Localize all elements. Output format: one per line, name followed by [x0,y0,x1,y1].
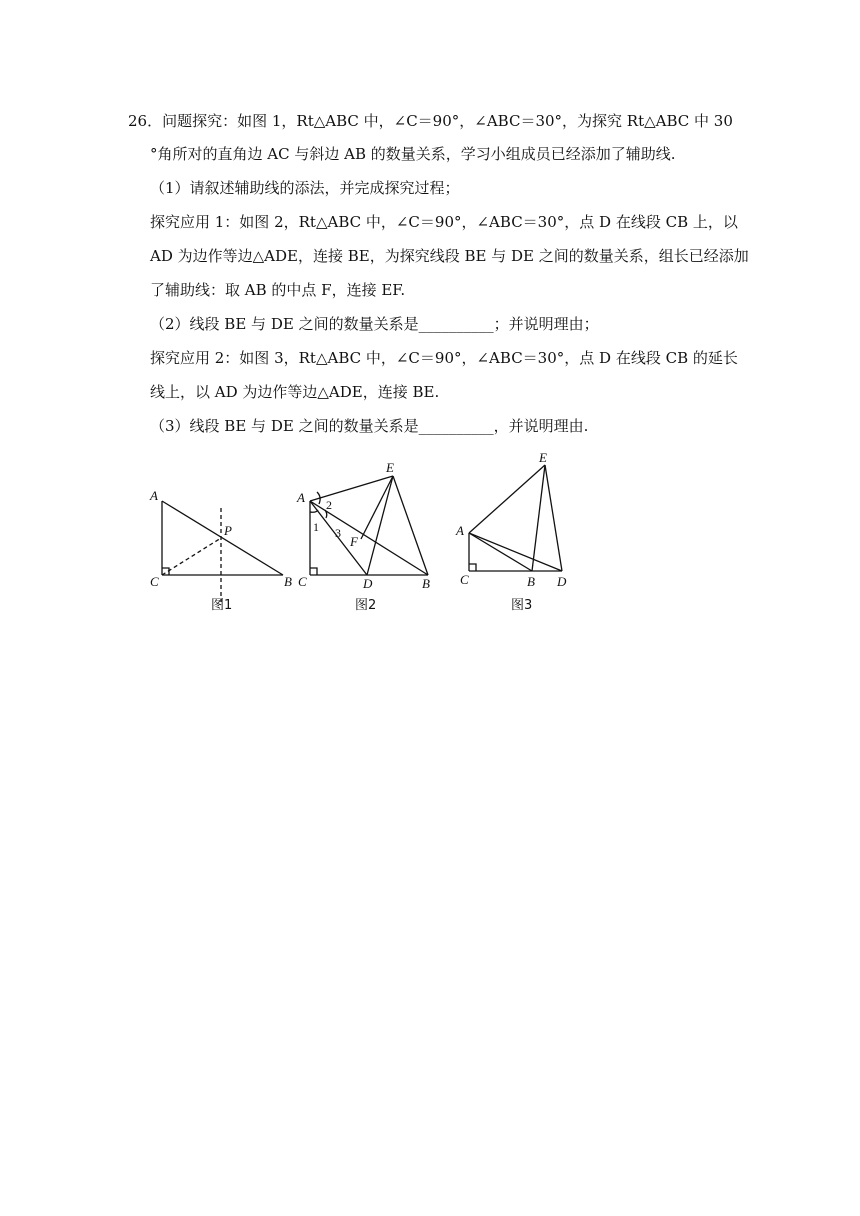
fig3-label-a: A [456,523,464,538]
fig3-segment-be [532,465,545,571]
fig2-label-b: B [422,576,430,591]
fig2-segment-ae [310,476,393,501]
fig1-label-p: P [224,523,232,538]
figure-2 [296,460,430,613]
problem-line-1: 26．问题探究：如图 1，Rt△ABC 中，∠C＝90°，∠ABC＝30°，为探究 Rt△ABC 中 30 [128,112,733,130]
fig2-angle-label-3: 3 [335,526,341,540]
fig2-right-angle-mark [310,568,317,575]
fig3-right-angle-mark [469,564,476,571]
application-1-line-1: 探究应用 1：如图 2，Rt△ABC 中，∠C＝90°，∠ABC＝30°，点 D 在线段 CB 上，以 [150,213,738,231]
fig2-side-ab [310,501,428,575]
application-1-line-3: 了辅助线：取 AB 的中点 F，连接 EF. [150,281,406,299]
fig2-label-c: C [298,574,307,589]
figure-3 [455,450,567,613]
fig1-label-c: C [150,574,159,589]
fig2-segment-de [367,476,393,575]
problem-part-1: （1）请叙述辅助线的添法，并完成探究过程； [150,179,460,197]
fig3-label-c: C [460,572,469,587]
fig3-label-b: B [527,574,535,589]
fig2-label-f: F [350,534,358,549]
fig3-segment-de [545,465,562,571]
fig3-caption: 图3 [511,598,533,613]
fig2-label-d: D [363,576,373,591]
figure-1 [149,488,292,613]
fig1-dashed-cp [162,538,221,575]
fig1-label-a: A [150,488,158,503]
fig1-caption: 图1 [211,598,233,613]
fig2-angle-label-1: 1 [313,520,319,534]
fig3-label-e: E [539,450,547,465]
fig1-label-b: B [284,574,292,589]
application-2-line-2: 线上，以 AD 为边作等边△ADE，连接 BE. [150,383,440,401]
figures-diagram [0,440,860,640]
fig2-label-a: A [297,490,305,505]
problem-line-2: °角所对的直角边 AC 与斜边 AB 的数量关系，学习小组成员已经添加了辅助线. [150,145,676,163]
fig2-label-e: E [386,460,394,475]
fig3-side-ab [469,533,532,571]
fig2-caption: 图2 [355,598,377,613]
fig3-segment-ad [469,533,562,571]
problem-part-3: （3）线段 BE 与 DE 之间的数量关系是__________，并说明理由. [150,417,589,435]
fig3-segment-ae [469,465,545,533]
fig2-segment-be [393,476,428,575]
fig2-angle-label-2: 2 [326,498,332,512]
application-2-line-1: 探究应用 2：如图 3，Rt△ABC 中，∠C＝90°，∠ABC＝30°，点 D 在线段 CB 的延长 [150,349,738,367]
application-1-line-2: AD 为边作等边△ADE，连接 BE，为探究线段 BE 与 DE 之间的数量关系，组长已经添加 [150,247,749,265]
fig3-label-d: D [557,574,567,589]
problem-part-2: （2）线段 BE 与 DE 之间的数量关系是__________；并说明理由； [150,315,599,333]
fig2-segment-ef [361,476,393,539]
